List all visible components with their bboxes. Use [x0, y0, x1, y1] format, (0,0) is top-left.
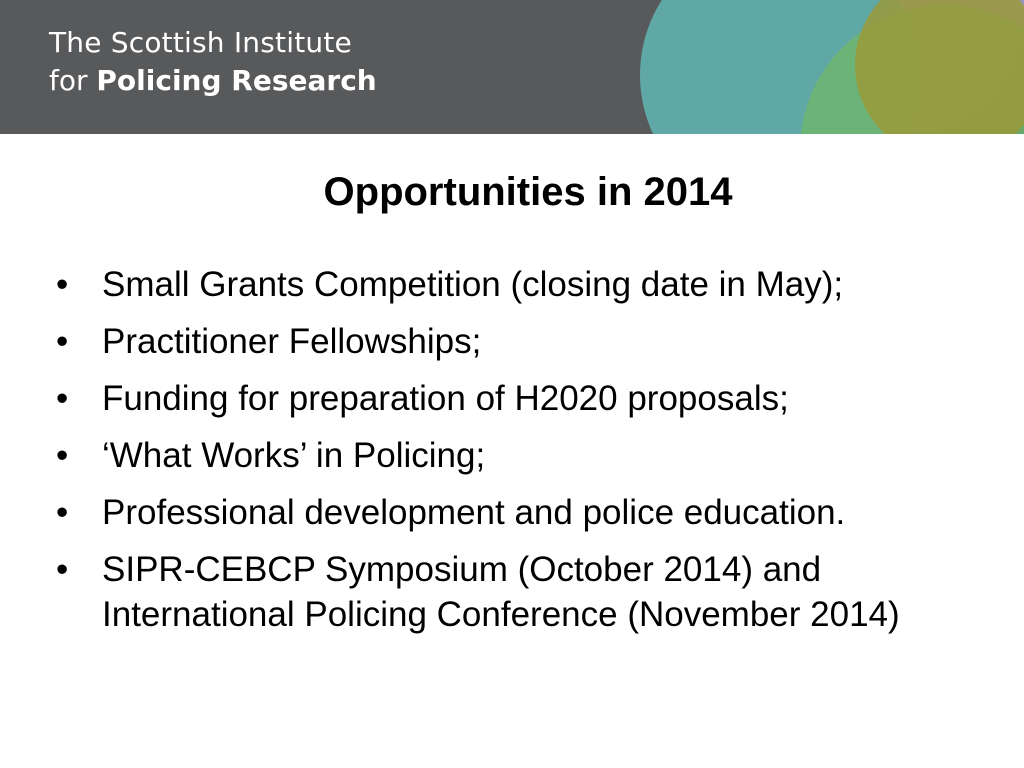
bullet-glyph: •: [56, 322, 69, 361]
bullet-glyph: •: [56, 550, 69, 589]
bullet-item: [56, 547, 976, 637]
bullet-glyph: •: [56, 379, 69, 418]
bullet-text: Professional development and police education.: [102, 493, 846, 532]
bullet-item: [56, 490, 976, 535]
logo-line-2-strong: Policing Research: [96, 64, 377, 97]
logo-line-2: [49, 62, 377, 100]
bullet-item: [56, 319, 976, 364]
bullet-list: [56, 262, 976, 649]
bullet-text: Small Grants Competition (closing date in May);: [102, 265, 844, 304]
bullet-text: Practitioner Fellowships;: [102, 322, 482, 361]
logo-line-1: The Scottish Institute: [49, 26, 352, 59]
olive-circle: [855, 0, 1024, 134]
bullet-item: [56, 433, 976, 478]
bullet-item: [56, 262, 976, 307]
bullet-glyph: •: [56, 265, 69, 304]
bullet-text: SIPR-CEBCP Symposium (October 2014) and International Policing Conference (November 2014): [102, 550, 900, 634]
sipr-logo: [49, 24, 377, 100]
slide-title: Opportunities in 2014: [323, 170, 733, 214]
bullet-glyph: •: [56, 436, 69, 475]
logo-line-2-prefix: for: [49, 64, 97, 97]
header-banner: [0, 0, 1024, 134]
bullet-text: ‘What Works’ in Policing;: [102, 436, 486, 475]
bullet-text: Funding for preparation of H2020 proposals;: [102, 379, 789, 418]
bullet-glyph: •: [56, 493, 69, 532]
bullet-item: [56, 376, 976, 421]
